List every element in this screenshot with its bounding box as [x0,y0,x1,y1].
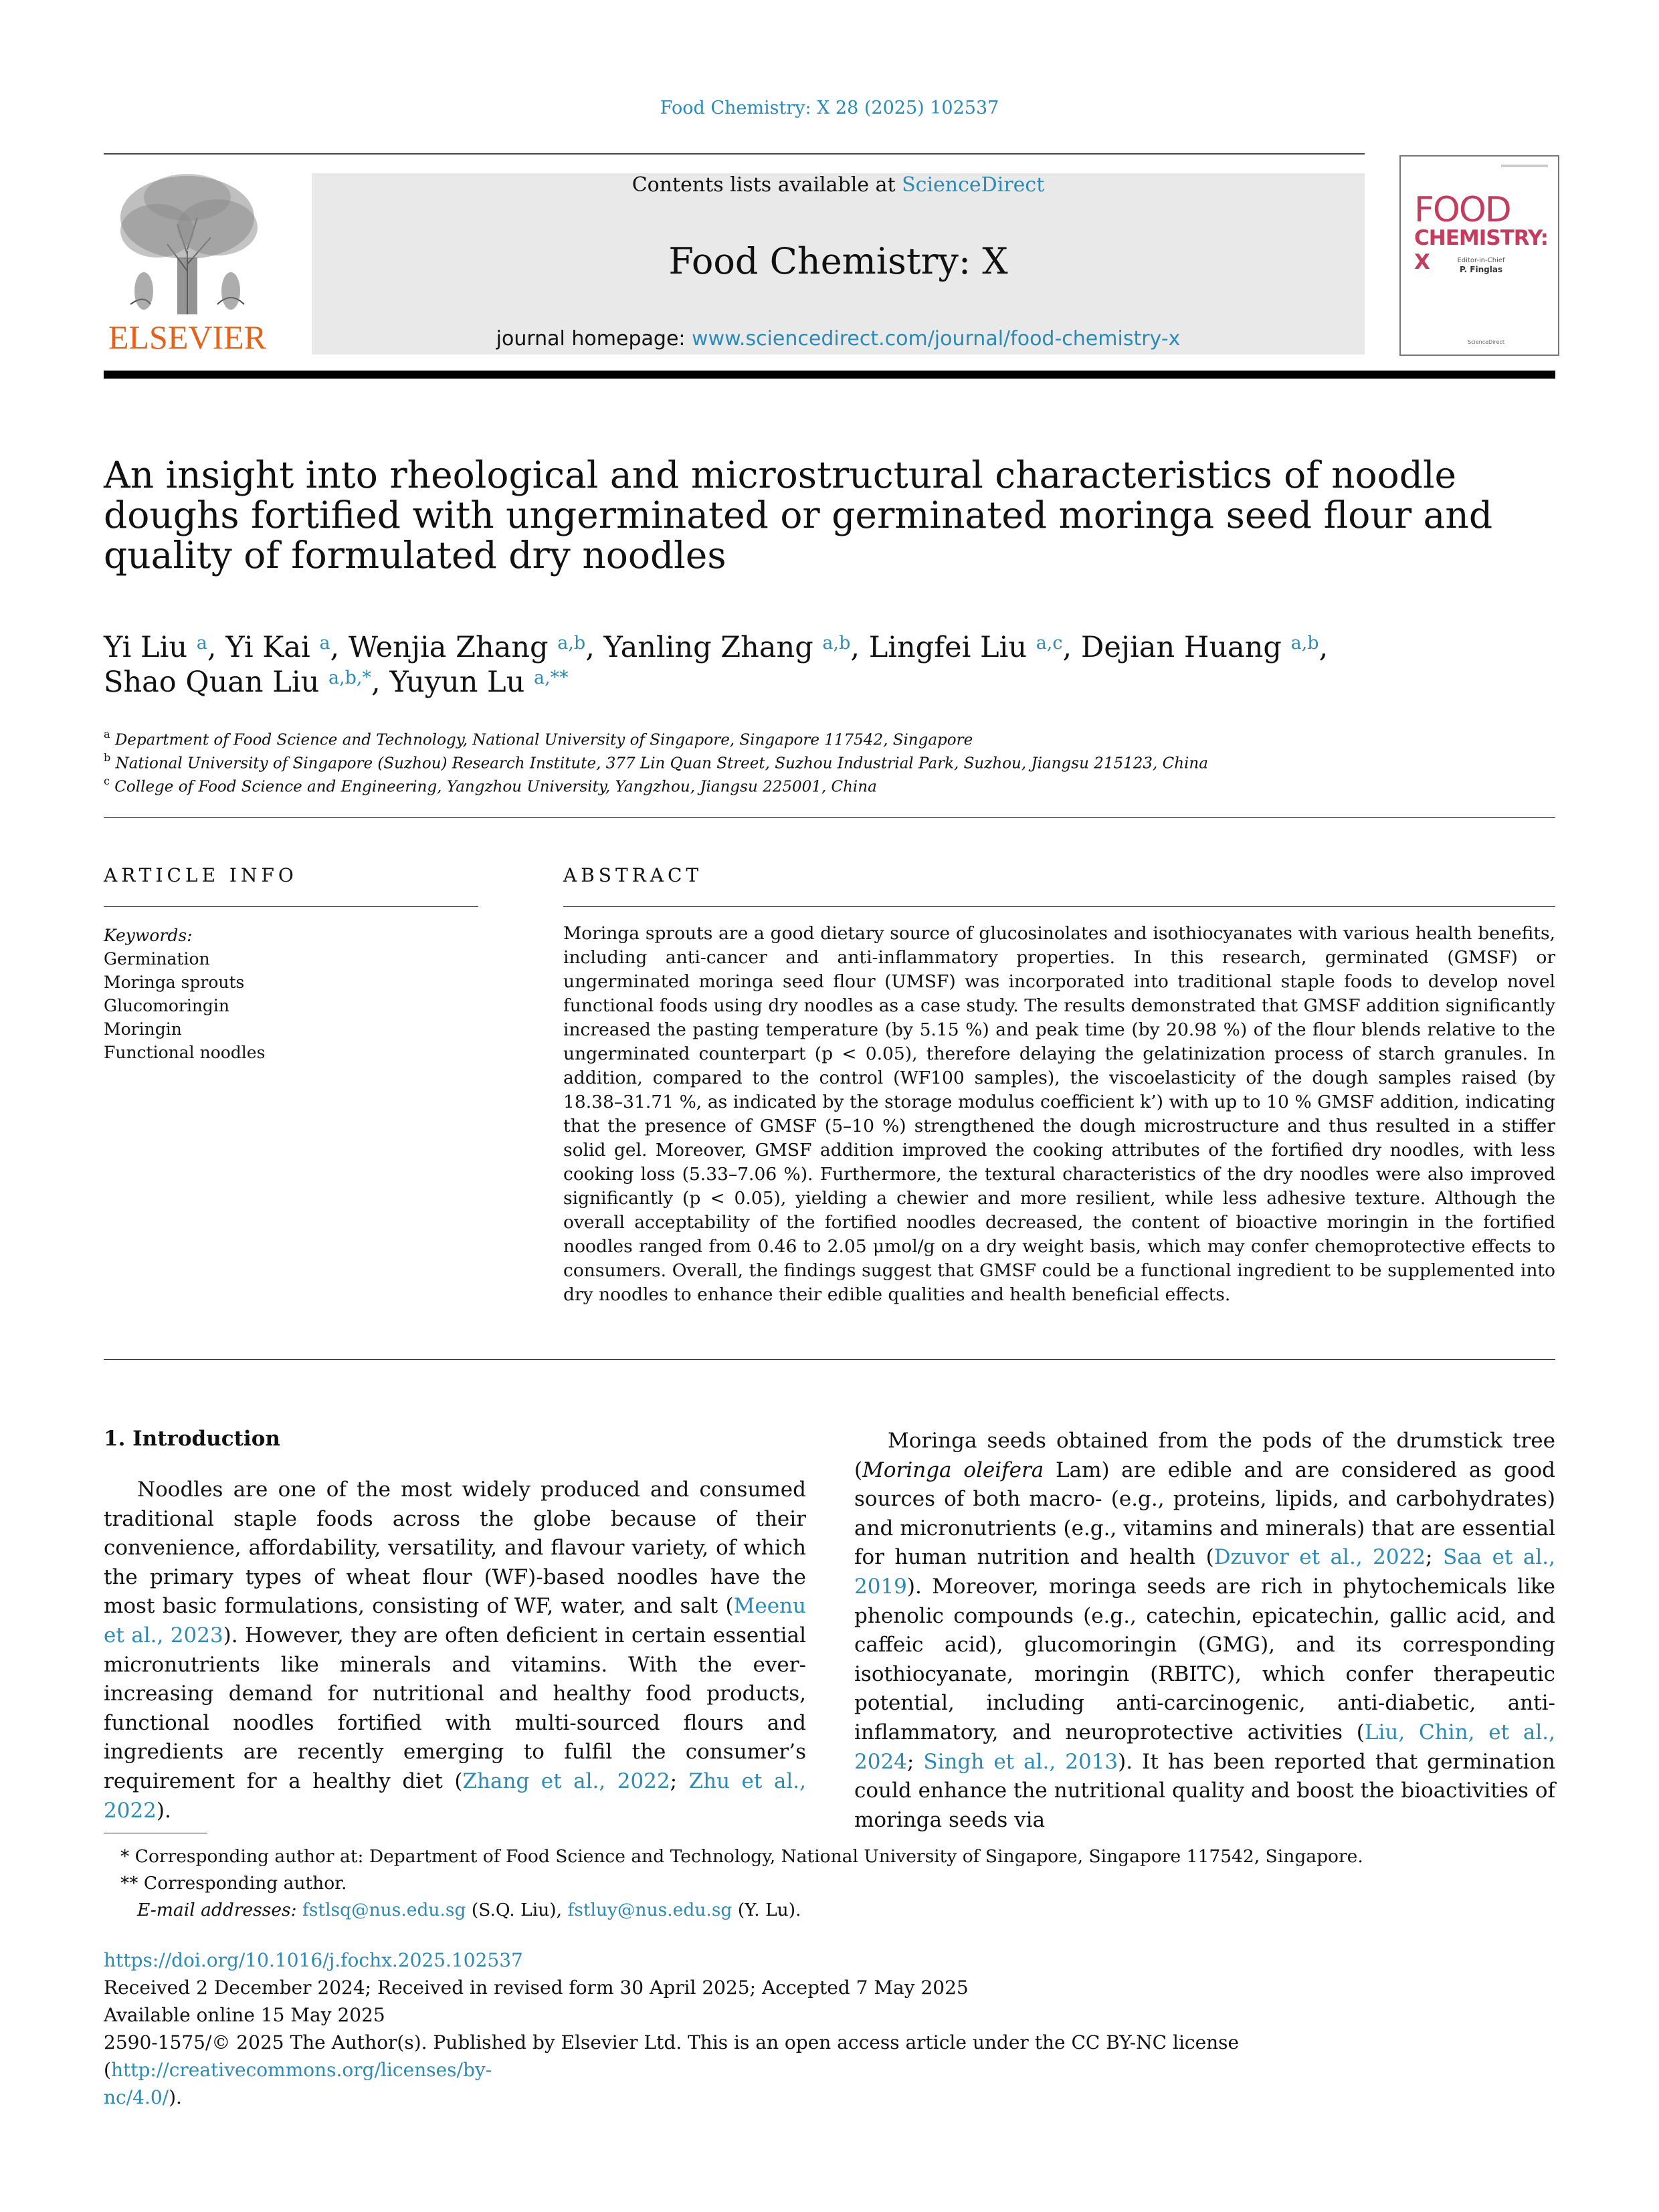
affiliation: $^c$ College of Food Science and Engineering, Yangzhou University, Yangzhou, Jiangsu 225001, China [104,775,877,796]
keyword: Moringa sprouts [104,973,245,992]
email-link[interactable]: fstlsq@nus.edu.sg [302,1900,466,1920]
journal-banner [312,173,1365,355]
author[interactable]: Shao Quan Liu $^{a,b,*}$ [104,666,372,699]
cover-issn-bar [1501,165,1548,167]
journal-name: Food Chemistry: X [668,240,1008,282]
article-info-heading: ARTICLE INFO [104,864,298,886]
title-line: An insight into rheological and microstructural characteristics of noodle [104,454,1457,496]
sciencedirect-link[interactable]: ScienceDirect [902,173,1045,197]
footnote-corresponding-1: * Corresponding author at: Department of Food Science and Technology, National University of Singapore, Singapore 117542, Singapore. [120,1846,1363,1867]
title-line: doughs fortified with ungerminated or germinated moringa seed flour and [104,494,1493,536]
email-link[interactable]: fstluy@nus.edu.sg [567,1900,733,1920]
author[interactable]: Wenjia Zhang $^{a,b}$ [348,631,586,664]
abstract-text: Moringa sprouts are a good dietary source of glucosinolates and isothiocyanates with various health benefits, including anti-cancer and anti-inflammatory properties. In this research, germinated (GMSF) or ungerminated moringa seed flour (UMSF) was incorporated into traditional staple foods to develop novel functional foods using dry noodles as a case study. The results demonstrated that GMSF addition significantly increased the pasting temperature (by 5.15 %) and peak time (by 20.98 %) of the flour blends relative to the ungerminated counterpart (p < 0.05), therefore delaying the gelatinization process of starch granules. In addition, compared to the control (WF100 samples), the viscoelasticity of the dough samples raised (by 18.38–31.71 %, as indicated by the storage modulus coefficient k’) with up to 10 % GMSF addition, indicating that the presence of GMSF (5–10 %) strengthened the dough microstructure and thus resulted in a stiffer solid gel. Moreover, GMSF addition improved the cooking attributes of the fortified dry noodles, with less cooking loss (5.33–7.06 %). Furthermore, the textural characteristics of the dry noodles were also improved significantly (p < 0.05), yielding a chewier and more resilient, while less adhesive texture. Although the overall acceptability of the fortified noodles decreased, the content of bioactive moringin in the fortified noodles ranged from 0.46 to 2.05 μmol/g on a dry weight basis, which may confer chemoprotective effects to consumers. Overall, the findings suggest that GMSF could be a functional ingredient to be supplemented into dry noodles to enhance their edible qualities and health beneficial effects. [563,923,1555,1305]
citation-link[interactable]: Meenu et al., 2023 [104,1594,806,1647]
citation-link[interactable]: Singh et al., 2013 [923,1749,1118,1774]
cover-editor-name: P. Finglas [1459,265,1503,274]
footnote-corresponding-2: ** Corresponding author. [120,1873,347,1894]
journal-homepage: journal homepage: www.sciencedirect.com/journal/food-chemistry-x [496,327,1181,350]
paragraph: Noodles are one of the most widely produced and consumed traditional staple foods across the globe because of their convenience, affordability, versatility, and flavour variety, of which the primary types of wheat flour (WF)-based noodles have the most basic formulations, consisting of WF, water, and salt (Meenu et al., 2023). However, they are often deficient in certain essential micronutrients like minerals and vitamins. With the ever-increasing demand for nutritional and healthy food products, functional noodles fortified with multi-sourced flours and ingredients are recently emerging to fulfil the consumer’s requirement for a healthy diet (Zhang et al., 2022; Zhu et al., 2022). [104,1478,806,1823]
author[interactable]: Dejian Huang $^{a,b}$ [1080,631,1319,664]
available-online: Available online 15 May 2025 [104,2004,385,2026]
author[interactable]: Yi Kai $^a$ [225,631,330,664]
citation-link[interactable]: Zhang et al., 2022 [462,1769,670,1793]
contents-line: Contents lists available at ScienceDirect [631,173,1045,197]
footnote-emails: E-mail addresses: fstlsq@nus.edu.sg (S.Q. Liu), fstluy@nus.edu.sg (Y. Lu). [137,1900,801,1920]
keyword: Germination [104,949,210,969]
author[interactable]: Yuyun Lu $^{a,**}$ [389,666,569,699]
author-list: Yi Liu $^a$, Yi Kai $^a$, Wenjia Zhang $^{a,b}$, Yanling Zhang $^{a,b}$, Lingfei Liu $^{a,c}$, Dejian Huang $^{a,b}$, Shao Quan Liu $^{a,b,*}$, Yuyun Lu $^{a,**}$ [104,631,1329,699]
keyword: Moringin [104,1019,182,1039]
journal-cover[interactable] [1399,155,1559,356]
header-top-rule [104,153,1365,155]
license-link[interactable]: nc/4.0/ [104,2086,169,2108]
license-link[interactable]: http://creativecommons.org/licenses/by- [110,2059,492,2081]
citation-link[interactable]: Zhu et al., 2022 [104,1769,806,1823]
keywords-label: Keywords: [104,926,193,945]
license-statement: 2590-1575/© 2025 The Author(s). Published by Elsevier Ltd. This is an open access article under the CC BY-NC license (http://creativecommons.org/licenses/by- nc/4.0/). [104,2031,1240,2108]
keyword: Functional noodles [104,1043,266,1062]
affiliation: $^b$ National University of Singapore (Suzhou) Research Institute, 377 Lin Quan Street, Suzhou Industrial Park, Suzhou, Jiangsu 215123, China [104,751,1208,773]
keywords-block [104,924,478,1064]
abstract-heading: ABSTRACT [563,864,703,886]
body-right-column [854,1427,1555,1835]
abstract-rule [563,906,1555,907]
publication-dates: Received 2 December 2024; Received in revised form 30 April 2025; Accepted 7 May 2025 [104,1977,969,1999]
doi-link[interactable]: https://doi.org/10.1016/j.fochx.2025.102537 [104,1949,523,1971]
author[interactable]: Yanling Zhang $^{a,b}$ [603,631,851,664]
citation-link[interactable]: Saa et al., 2019 [854,1545,1555,1599]
article-title [104,455,1575,575]
elsevier-logo[interactable] [104,171,271,357]
article-info-rule [104,906,478,907]
abstract-bottom-rule [104,1359,1555,1360]
keyword: Glucomoringin [104,996,230,1015]
elsevier-tree-icon [104,171,271,318]
header-bottom-rule [104,371,1555,379]
paragraph: Moringa seeds obtained from the pods of the drumstick tree (Moringa oleifera Lam) are edible and are considered as good sources of both macro- (e.g., proteins, lipids, and carbohydrates) and micronutrients (e.g., vitamins and minerals) that are essential for human nutrition and health (Dzuvor et al., 2022; Saa et al., 2019). Moreover, moringa seeds are rich in phytochemicals like phenolic compounds (e.g., catechin, epicatechin, gallic acid, and caffeic acid), glucomoringin (GMG), and its corresponding isothiocyanate, moringin (RBITC), which confer therapeutic potential, including anti-carcinogenic, anti-diabetic, anti-inflammatory, and neuroprotective activities (Liu, Chin, et al., 2024; Singh et al., 2013). It has been reported that germination could enhance the nutritional quality and boost the bioactivities of moringa seeds via [854,1429,1555,1832]
author[interactable]: Lingfei Liu $^{a,c}$ [868,631,1063,664]
homepage-link[interactable]: www.sciencedirect.com/journal/food-chemistry-x [692,327,1181,350]
citation-link[interactable]: Dzuvor et al., 2022 [1213,1545,1426,1570]
journal-reference[interactable]: Food Chemistry: X 28 (2025) 102537 [660,98,999,118]
affiliation-rule [104,817,1555,818]
elsevier-wordmark: ELSEVIER [108,318,267,356]
cover-editor-label: Editor-in-Chief [1457,257,1505,264]
author[interactable]: Yi Liu $^a$ [104,631,207,664]
body-left-column [104,1476,806,1825]
section-heading-introduction: 1. Introduction [104,1427,280,1451]
cover-title-food: FOOD [1414,190,1510,230]
cover-title-chemistry: CHEMISTRY: X [1414,226,1549,274]
citation-link[interactable]: Liu, Chin, et al., 2024 [854,1720,1555,1774]
cover-footer: ScienceDirect [1468,339,1504,345]
title-line: quality of formulated dry noodles [104,534,726,577]
affiliation: $^a$ Department of Food Science and Technology, National University of Singapore, Singapore 117542, Singapore [104,728,973,749]
